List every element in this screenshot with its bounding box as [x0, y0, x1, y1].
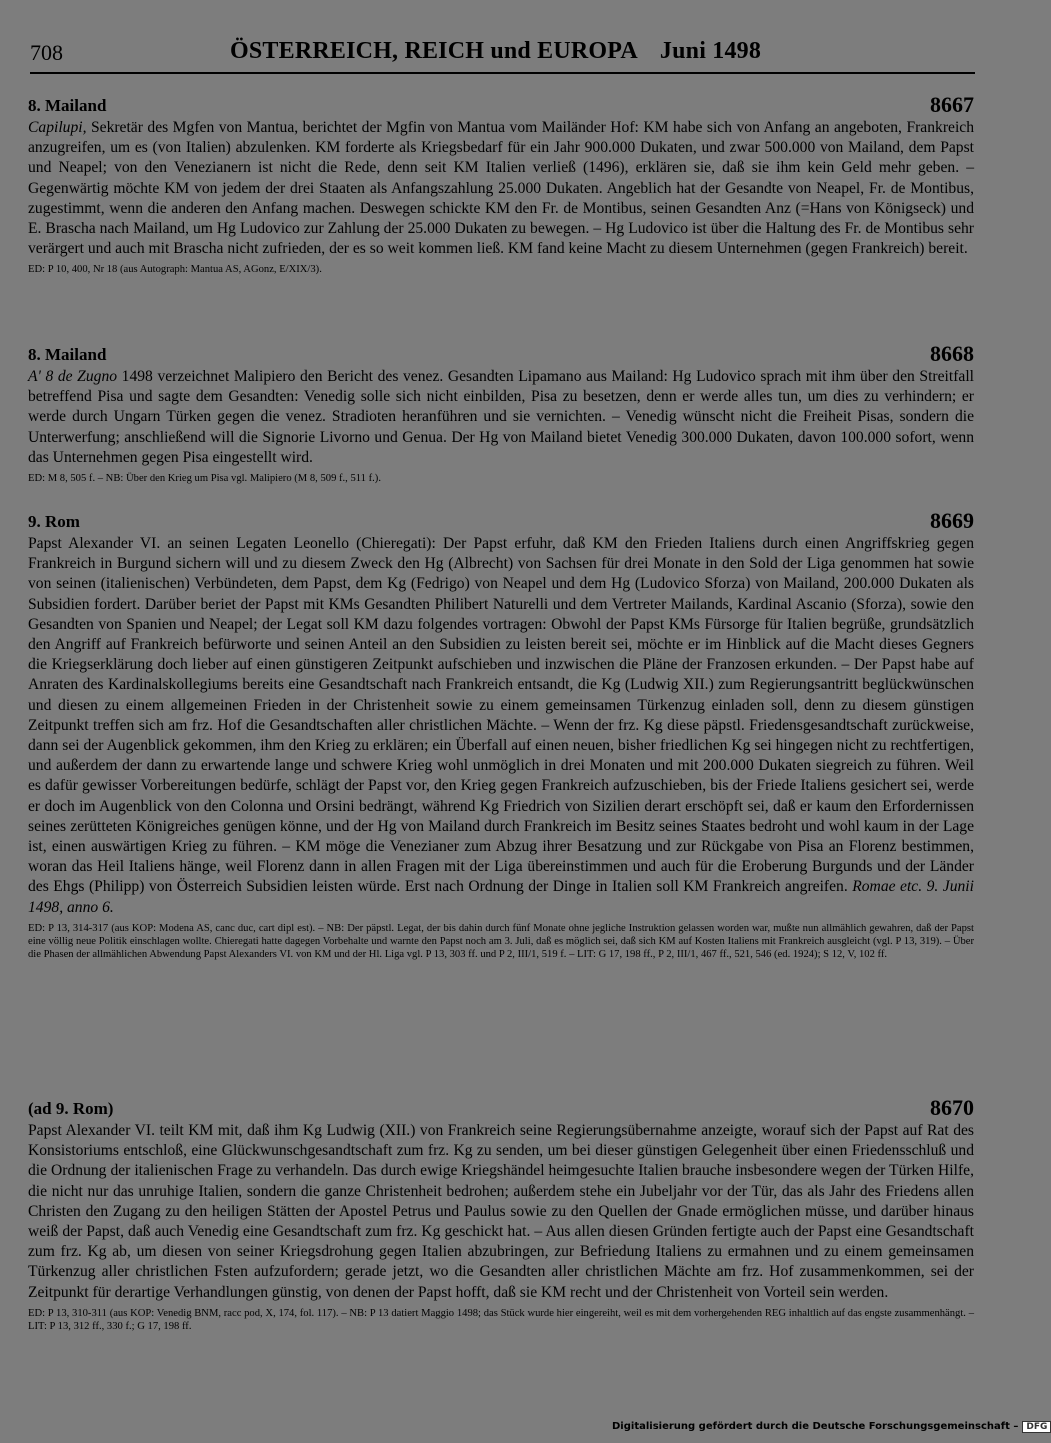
entry-body: [28, 534, 974, 918]
entry-body-italic: A' 8 de Zugno: [28, 368, 118, 385]
running-title: [230, 38, 761, 65]
entry-place: 8. Mailand: [28, 345, 107, 364]
entry-heading: [28, 341, 974, 367]
entry-number: 8669: [930, 508, 974, 533]
entry-number: 8670: [930, 1095, 974, 1120]
entry-heading: [28, 508, 974, 534]
entry-body: [28, 1121, 974, 1303]
entry-edition-note: ED: P 13, 314-317 (aus KOP: Modena AS, canc duc, cart dipl est). – NB: Der päpstl. Legat, der bis dahin durch fünf Monate ohne jegliche Instruktion gelassen worden war, mußte nun allmählich gewahren, daß der Papst eine völlig neue Politik einschlagen wollte. Chieregati hatte dagegen Vorbehalte und warnte den Papst noch am 3. Juli, daß es möglich sei, daß sich KM auf Kosten Italiens mit Frankreich ausgleicht (vgl. P 13, 319). – Über die Phasen der allmählichen Abwendung Papst Alexanders VI. von KM und der Hl. Liga vgl. P 13, 303 ff. und P 2, III/1, 519 f. – LIT: G 17, 198 ff., P 2, III/1, 467 ff., 521, 546 (ed. 1924); S 12, V, 102 ff.: [28, 922, 974, 960]
entry-heading: [28, 92, 974, 118]
dfg-logo: DFG: [1022, 1421, 1051, 1433]
entry-body-text: Sekretär des Mgfen von Mantua, berichtet der Mgfin von Mantua vom Mailänder Hof: KM habe sich von Anfang an angeboten, Frankreich anzugreifen, um es (von Italien) abzulenken. KM forderte als Kriegsbedarf für ein Jahr 900.000 Dukaten, und zwar 500.000 von Mailand, dem Papst und Neapel; von den Venezianern ist nicht die Rede, denn seit KM Italien verließ (1496), erklären sie, daß sie ihm kein Geld mehr geben. – Gegenwärtig möchte KM von jedem der drei Staaten als Anfangszahlung 25.000 Dukaten. Angeblich hat der Gesandte von Neapel, Fr. de Montibus, zugestimmt, wenn die anderen den Anfang machen. Deswegen schickte KM den Fr. de Montibus, seinen Gesandten Anz (=Hans von Königseck) und E. Brascha nach Mailand, um Hg Ludovico zur Zahlung der 25.000 Dukaten zu bewegen. – Hg Ludovico ist über die Haltung des Fr. de Montibus sehr verärgert und auch mit Brascha nicht zufrieden, der es so weit kommen ließ. KM fand keine Macht zu diesem Unternehmen (gegen Frankreich) bereit.: [28, 119, 974, 258]
footer-text: Digitalisierung gefördert durch die Deutsche Forschungsgemeinschaft –: [612, 1421, 1019, 1432]
entry-body-italic-tail: Romae etc. 9. Junii 1498, anno 6.: [28, 878, 974, 916]
running-header: [30, 38, 975, 74]
entry-8670: [28, 1095, 974, 1333]
entry-8667: [28, 92, 974, 276]
entry-place: 9. Rom: [28, 512, 80, 531]
entry-body: [28, 118, 974, 259]
entry-body-text: Papst Alexander VI. teilt KM mit, daß ihm Kg Ludwig (XII.) von Frankreich seine Regierungsübernahme anzeigte, worauf sich der Papst auf Rat des Konsistoriums entschloß, eine Glückwunschgesandtschaft zum frz. Kg zu senden, um bei dieser günstigen Gelegenheit über einen Friedensschluß und die Ordnung der italienischen Frage zu verhandeln. Das durch ewige Kriegshändel heimgesuchte Italien brauche insbesondere wegen der Türken Hilfe, die nicht nur das unruhige Italien, sondern die ganze Christenheit bedrohen; außerdem stehe ein Jubeljahr vor der Tür, das als Jahr des Friedens allen Christen den Zugang zu den heiligen Stätten der Apostel Petrus und Paulus sowie zu den Quellen der Gnade ermöglichen müsse, und darüber hinaus weiß der Papst, daß auch Venedig eine Gesandtschaft zum frz. Kg geschickt hat. – Aus allen diesen Gründen fertigte auch der Papst eine Gesandtschaft zum frz. Kg ab, um diesen von seiner Kriegsdrohung gegen Italien abzubringen, zur Befriedung Italiens zu ermahnen und zu einem gemeinsamen Türkenzug aller christlichen Fsten aufzufordern; gerade jetzt, wo die Gesandten aller christlichen Mächte am frz. Hof zusammenkommen, sei der Zeitpunkt für derartige Verhandlungen günstig, von denen der Papst hofft, daß sie KM recht und der Christenheit von Vorteil sein werden.: [28, 1122, 974, 1301]
entry-body-text: Papst Alexander VI. an seinen Legaten Leonello (Chieregati): Der Papst erfuhr, daß KM den Frieden Italiens durch einen Angriffskrieg gegen Frankreich in Burgund sichern will und zu diesem Zweck den Hg (Albrecht) von Sachsen für drei Monate in den Sold der Liga genommen hat sowie von seinen (italienischen) Verbündeten, dem Papst, dem Kg (Fedrigo) von Neapel und dem Hg (Ludovico Sforza) von Mailand, 200.000 Dukaten als Subsidien fordert. Darüber beriet der Papst mit KMs Gesandten Philibert Naturelli und dem Vertreter Mailands, Kardinal Ascanio (Sforza), sowie den Gesandten von Spanien und Neapel; der Legat soll KM dazu folgendes vortragen: Obwohl der Papst KMs Fürsorge für Italien begrüße, grundsätzlich den Angriff auf Frankreich befürworte und seinen Anteil an den Subsidien zu leisten bereit sei, möchte er im Hinblick auf die Macht dieses Gegners die Kriegserklärung doch lieber auf einen günstigeren Zeitpunkt aufschieben und inzwischen die Pläne der Franzosen erkunden. – Der Papst habe auf Anraten des Kardinalskollegiums bereits eine Gesandtschaft nach Frankreich entsandt, die Kg (Ludwig XII.) zum Regierungsantritt beglückwünschen und diesen zu einem allgemeinen Frieden in der Christenheit sowie zu einem gemeinsamen Türkenzug einladen soll, denn zu diesem günstigen Zeitpunkt treffen sich am frz. Hof die Gesandtschaften aller christlichen Mächte. – Wenn der frz. Kg diese päpstl. Friedensgesandtschaft zurückweise, dann sei der Augenblick gekommen, ihm den Krieg zu erklären; ein Überfall auf einen neuen, bisher friedlichen Kg sei hingegen nicht zu rechtfertigen, und außerdem der dann zu erwartende lange und schwere Krieg wohl unmöglich in drei Monaten und mit 200.000 Dukaten siegreich zu führen. Weil es dafür gewisser Vorbereitungen bedürfe, schlägt der Papst vor, den Krieg gegen Frankreich aufzuschieben, bis der Friede Italiens gesichert sei, werde er doch im Augenblick von den Colonna und Orsini bedrängt, während Kg Friedrich von Sizilien derart erschöpft sei, daß er kaum den Erfordernissen seines zerütteten Königreiches genügen könne, und der Hg von Mailand durch Frankreich im Besitz seines Staates bedroht und wohl kaum in der Lage ist, einen auswärtigen Krieg zu führen. – KM möge die Venezianer zum Abzug ihrer Besatzung und zur Rückgabe von Pisa an Florenz bestimmen, woran das Heil Italiens hänge, weil Florenz dann in allen Fragen mit der Liga übereinstimmen und auch für die Eroberung Burgunds und der Länder des Ehgs (Philipp) von Österreich Subsidien leisten würde. Erst nach Ordnung der Dinge in Italien soll KM Frankreich angreifen.: [28, 535, 974, 896]
running-date: Juni 1498: [659, 38, 762, 64]
entry-edition-note: ED: M 8, 505 f. – NB: Über den Krieg um Pisa vgl. Malipiero (M 8, 509 f., 511 f.).: [28, 473, 381, 485]
digitization-footer: [612, 1421, 1051, 1433]
entry-place: (ad 9. Rom): [28, 1099, 114, 1118]
header-rule: [30, 72, 975, 74]
running-title-text: ÖSTERREICH, REICH und EUROPA: [230, 38, 638, 64]
entry-8668: [28, 341, 974, 485]
entry-8669: [28, 508, 974, 961]
page-number: 708: [30, 40, 63, 65]
entry-body-text: 1498 verzeichnet Malipiero den Bericht des venez. Gesandten Lipamano aus Mailand: Hg Ludovico sprach mit ihm über den Streitfall betreffend Pisa und sagte dem Gesandten: Venedig solle sich nicht einbilden, Pisa zu besetzen, denn er werde alles tun, um dies zu verhindern; er werde durch Ungarn Türken gegen die venez. Stradioten heranführen und sie vernichten. – Venedig wünscht nicht die Freiheit Pisas, sondern die Unterwerfung; anschließend will die Signorie Livorno und Genua. Der Hg von Mailand bietet Venedig 300.000 Dukaten, davon 100.000 sofort, wenn das Unternehmen gegen Pisa eingestellt wird.: [28, 368, 974, 466]
entry-number: 8667: [930, 92, 974, 117]
entry-number: 8668: [930, 341, 974, 366]
entry-edition-note: ED: P 10, 400, Nr 18 (aus Autograph: Mantua AS, AGonz, E/XIX/3).: [28, 264, 322, 276]
entry-body: [28, 367, 974, 468]
entry-heading: [28, 1095, 974, 1121]
entry-edition-note: ED: P 13, 310-311 (aus KOP: Venedig BNM, racc pod, X, 174, fol. 117). – NB: P 13 datiert Maggio 1498; das Stück wurde hier eingereiht, weil es mit dem vorhergehenden REG inhaltlich auf das engste zusammenhängt. – LIT: P 13, 312 ff., 330 f.; G 17, 198 ff.: [28, 1307, 974, 1332]
entry-place: 8. Mailand: [28, 96, 107, 115]
entry-body-italic: Capilupi,: [28, 119, 87, 136]
